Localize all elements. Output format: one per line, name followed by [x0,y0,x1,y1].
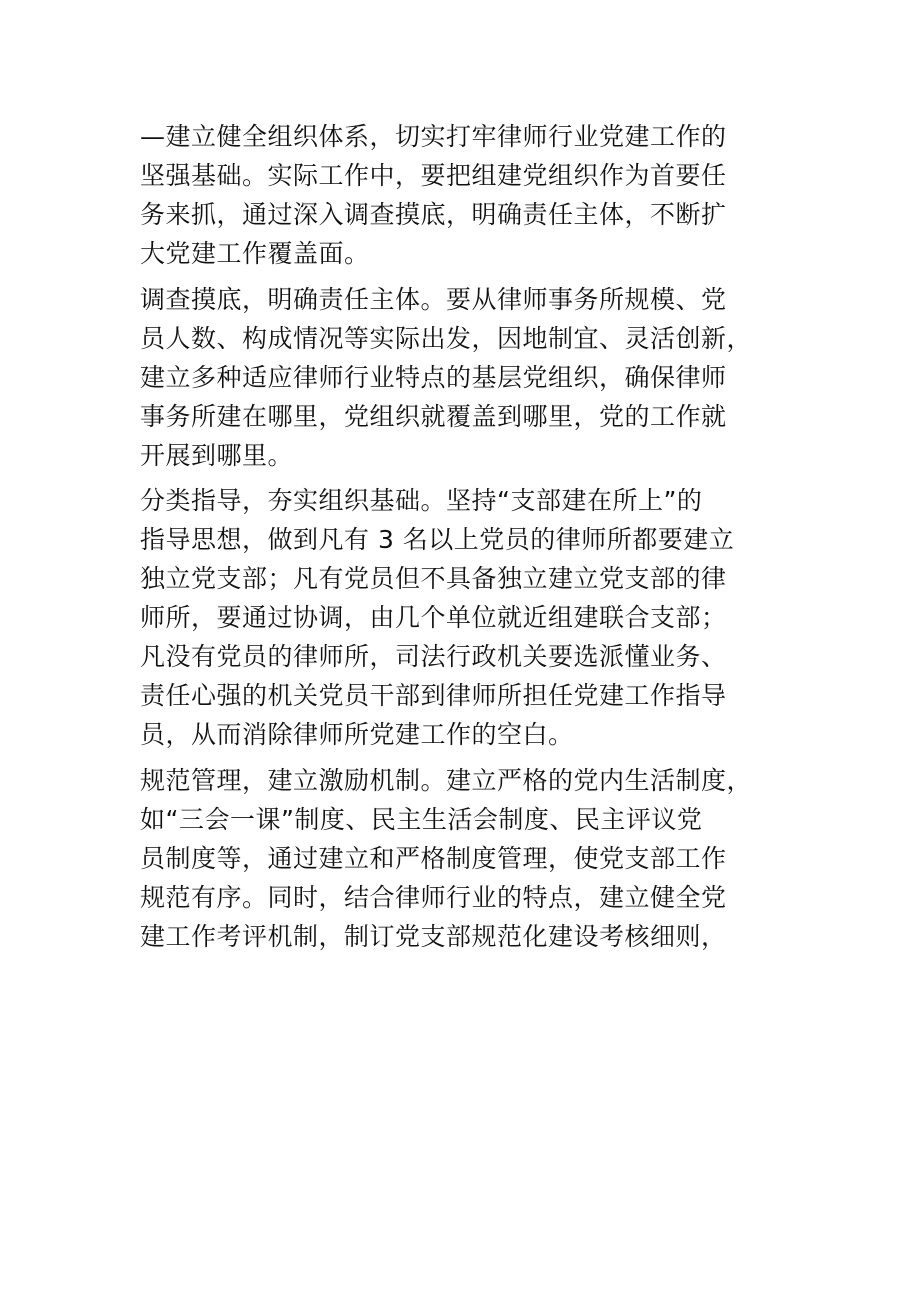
text-line: 坚强基础。实际工作中，要把组建党组织作为首要任 [140,161,727,190]
text-line: 事务所建在哪里，党组织就覆盖到哪里，党的工作就 [140,401,727,431]
text-line: 建工作考评机制，制订党支部规范化建设考核细则， [140,921,727,951]
text-line: 建立多种适应律师行业特点的基层党组织，确保律师 [140,362,727,392]
text-line: 分类指导，夯实组织基础。坚持“支部建在所上”的 [140,486,703,516]
text-line: 规范管理，建立激励机制。建立严格的党内生活制度， [140,765,753,795]
paragraph-standardized-management [140,761,780,956]
text-line: 员人数、构成情况等实际出发，因地制宜、灵活创新， [140,323,753,353]
text-line: 规范有序。同时，结合律师行业的特点，建立健全党 [140,882,727,912]
text-line: 凡没有党员的律师所，司法行政机关要选派懂业务、 [140,642,727,672]
text-line: 独立党支部；凡有党员但不具备独立建立党支部的律 [140,564,727,594]
text-line: 员制度等，通过建立和严格制度管理，使党支部工作 [140,843,727,873]
text-line: 师所，要通过协调，由几个单位就近组建联合支部； [140,603,727,633]
text-line: 大党建工作覆盖面。 [140,239,370,268]
text-line: 指导思想，做到凡有 3 名以上党员的律师所都要建立 [140,525,735,555]
text-line: —建立健全组织体系，切实打牢律师行业党建工作的 [140,122,727,151]
text-line: 务来抓，通过深入调查摸底，明确责任主体，不断扩 [140,200,727,229]
text-line: 员，从而消除律师所党建工作的空白。 [140,720,574,750]
text-line: 如“三会一课”制度、民主生活会制度、民主评议党 [140,804,703,834]
text-line: 责任心强的机关党员干部到律师所担任党建工作指导 [140,681,727,711]
paragraph-classified-guidance [140,481,780,754]
paragraph-organization-system [140,117,780,273]
text-line: 开展到哪里。 [140,440,294,470]
text-line: 调查摸底，明确责任主体。要从律师事务所规模、党 [140,284,727,314]
document-body [140,117,780,956]
paragraph-investigation [140,280,780,475]
